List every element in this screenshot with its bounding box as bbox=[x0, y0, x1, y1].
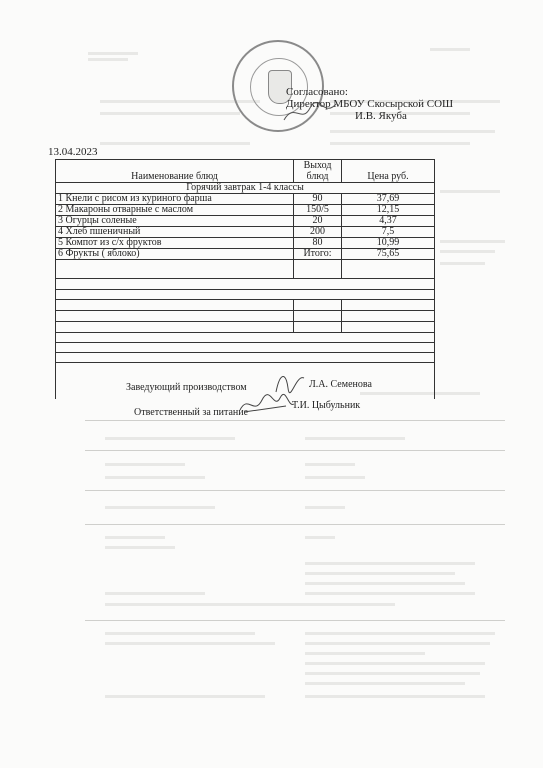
table-row bbox=[56, 205, 435, 216]
dish-price: 12,15 bbox=[342, 205, 435, 216]
empty-row bbox=[56, 343, 435, 353]
section-title: Горячий завтрак 1-4 классы bbox=[56, 183, 435, 194]
empty-row bbox=[56, 290, 435, 300]
table-row bbox=[56, 227, 435, 238]
empty-row bbox=[56, 311, 435, 322]
responsible-label: Ответственный за питание bbox=[134, 407, 249, 418]
empty-row bbox=[56, 333, 435, 343]
manager-name: Л.А. Семенова bbox=[309, 379, 372, 390]
table-header-row bbox=[56, 160, 435, 183]
empty-row bbox=[56, 322, 435, 333]
dish-price: 4,37 bbox=[342, 216, 435, 227]
menu-table bbox=[55, 159, 435, 399]
dish-name: 5 Компот из с/х фруктов bbox=[56, 238, 294, 249]
empty-row bbox=[56, 353, 435, 363]
dish-yield: 200 bbox=[294, 227, 342, 238]
dish-yield: 150/5 bbox=[294, 205, 342, 216]
dish-yield: 90 bbox=[294, 194, 342, 205]
manager-label: Заведующий производством bbox=[126, 382, 247, 393]
responsible-name: Т.И. Цыбульник bbox=[292, 400, 361, 411]
dish-name: 2 Макароны отварные с маслом bbox=[56, 205, 294, 216]
table-row bbox=[56, 194, 435, 205]
dish-yield: 20 bbox=[294, 216, 342, 227]
header-price: Цена руб. bbox=[342, 160, 435, 183]
dish-name: 6 Фрукты ( яблоко) bbox=[56, 249, 294, 260]
empty-row bbox=[56, 260, 435, 279]
dish-price: 10,99 bbox=[342, 238, 435, 249]
dish-price: 7,5 bbox=[342, 227, 435, 238]
table-row bbox=[56, 216, 435, 227]
menu-date: 13.04.2023 bbox=[48, 146, 98, 158]
section-row bbox=[56, 183, 435, 194]
dish-yield: 80 bbox=[294, 238, 342, 249]
table-row bbox=[56, 238, 435, 249]
dish-name: 3 Огурцы соленые bbox=[56, 216, 294, 227]
dish-price: 37,69 bbox=[342, 194, 435, 205]
dish-name: 1 Кнели с рисом из куриного фарша bbox=[56, 194, 294, 205]
dish-price: 75,65 bbox=[342, 249, 435, 260]
responsible-signature bbox=[236, 392, 296, 418]
dish-name: 4 Хлеб пшеничный bbox=[56, 227, 294, 238]
header-dish-name: Наименование блюд bbox=[56, 160, 294, 183]
approval-title: Согласовано: bbox=[286, 86, 348, 98]
approval-signatory: И.В. Якуба bbox=[355, 110, 407, 122]
dish-yield: Итого: bbox=[294, 249, 342, 260]
header-yield: Выход блюд bbox=[294, 160, 342, 183]
table-row bbox=[56, 249, 435, 260]
approval-position: Директор МБОУ Скосырской СОШ bbox=[286, 98, 454, 110]
director-signature bbox=[280, 98, 340, 128]
empty-row bbox=[56, 279, 435, 290]
empty-row bbox=[56, 300, 435, 311]
